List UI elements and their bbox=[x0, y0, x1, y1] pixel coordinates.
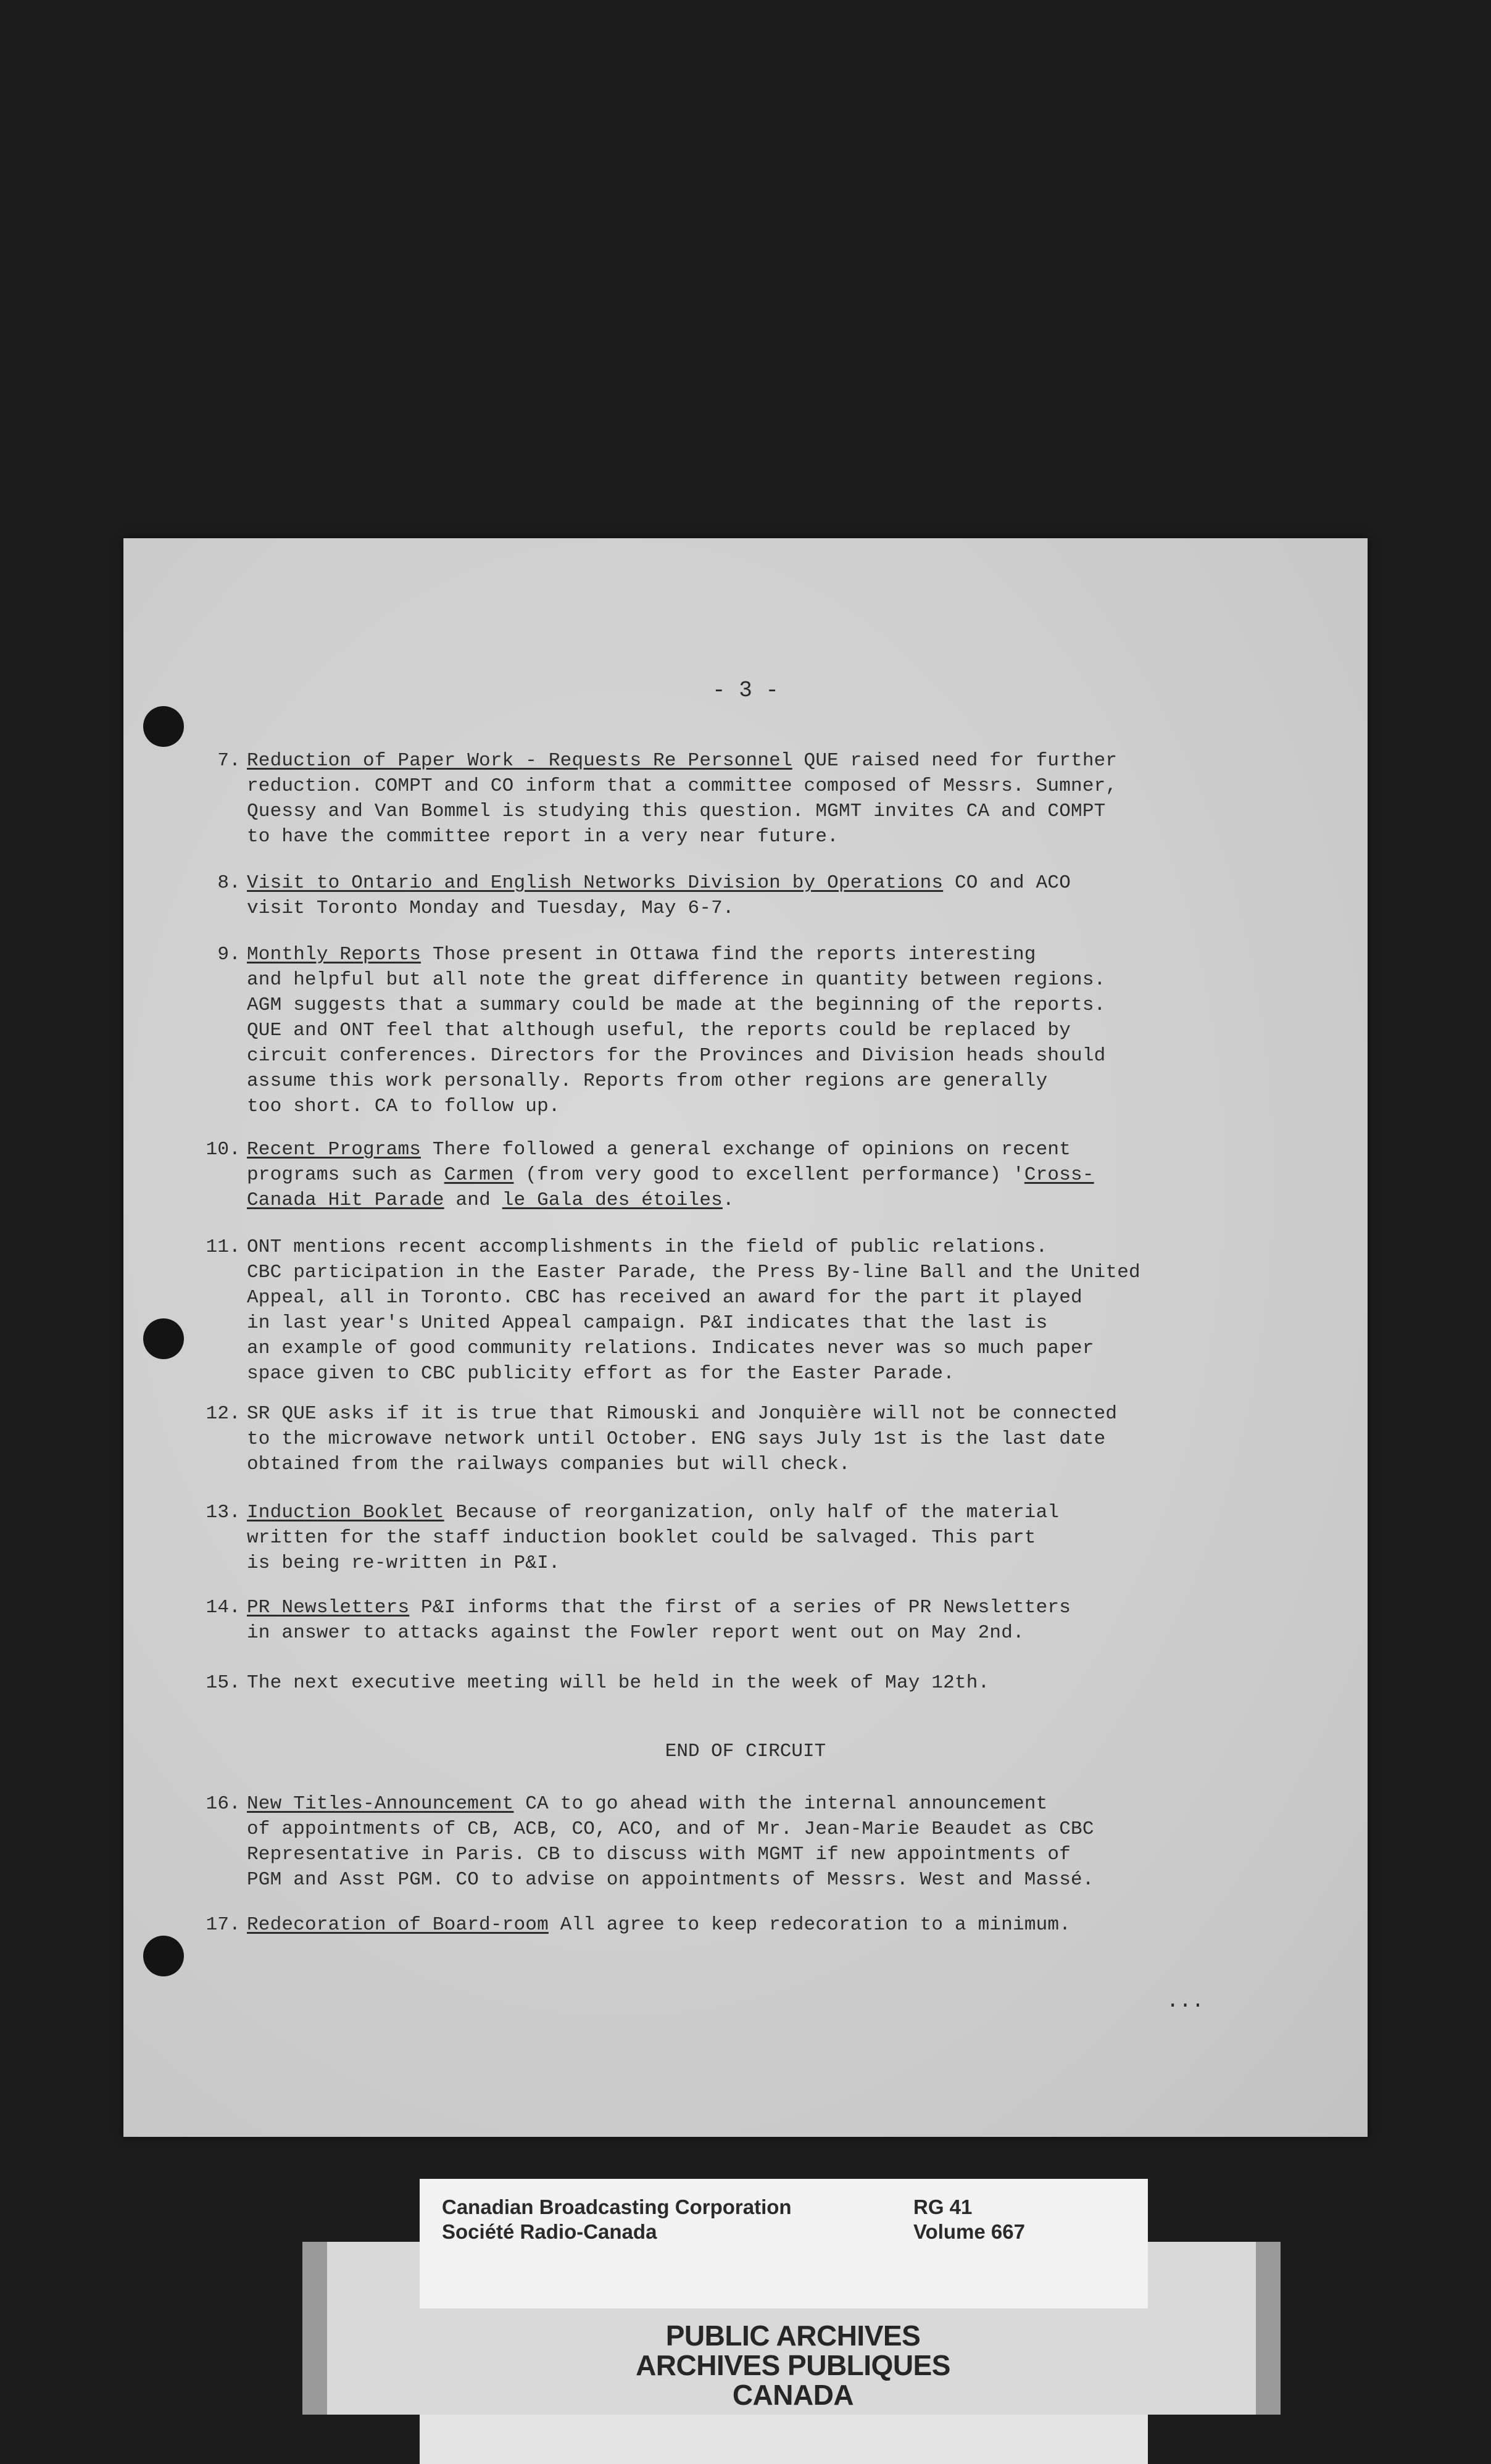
punch-hole bbox=[143, 1936, 184, 1976]
item-number: 11. bbox=[206, 1236, 241, 1258]
program-title: Carmen bbox=[444, 1164, 514, 1186]
item-heading: Visit to Ontario and English Networks Division by Operations bbox=[247, 872, 944, 894]
punch-hole bbox=[143, 706, 184, 747]
item-number: 9. bbox=[217, 944, 241, 965]
item-number: 10. bbox=[206, 1139, 241, 1160]
item-number: 7. bbox=[217, 750, 241, 772]
item-heading: Recent Programs bbox=[247, 1139, 422, 1160]
punch-hole bbox=[143, 1318, 184, 1359]
archive-reference-tag bbox=[420, 2179, 1148, 2308]
minute-item-7: 7. Reduction of Paper Work - Requests Re Personnel QUE raised need for further reduction. COMPT and CO inform that a committee composed of Messrs. Sumner, Quessy and Van Bommel is studying this question. MGMT invites CA and COMPT to have the committee report in a very near future. bbox=[247, 748, 1210, 849]
program-title: Canada Hit Parade bbox=[247, 1189, 444, 1211]
minute-item-15: 15. The next executive meeting will be held in the week of May 12th. bbox=[247, 1670, 1210, 1696]
organization-name-en: Canadian Broadcasting Corporation bbox=[442, 2196, 792, 2218]
item-heading: PR Newsletters bbox=[247, 1597, 410, 1618]
program-title: le Gala des étoiles bbox=[502, 1189, 723, 1211]
program-title: Cross- bbox=[1024, 1164, 1094, 1186]
item-number: 15. bbox=[206, 1672, 241, 1694]
item-number: 12. bbox=[206, 1403, 241, 1425]
continuation-marker: ... bbox=[1166, 1990, 1205, 2013]
minute-item-9: 9. Monthly Reports Those present in Ottawa find the reports interesting and helpful but all note the great difference in quantity between regions. AGM suggests that a summary could be made at the beginning of the reports. QUE and ONT feel that although useful, the reports could be replaced by circuit conferences. Directors for the Provinces and Division heads should assume this work personally. Reports from other regions are generally too short. CA to follow up. bbox=[247, 942, 1210, 1119]
minute-item-17: 17. Redecoration of Board-room All agree to keep redecoration to a minimum. bbox=[247, 1912, 1210, 1937]
item-number: 13. bbox=[206, 1502, 241, 1523]
item-heading: Redecoration of Board-room bbox=[247, 1914, 549, 1936]
item-number: 8. bbox=[217, 872, 241, 894]
minute-item-8: 8. Visit to Ontario and English Networks Division by Operations CO and ACO visit Toronto Monday and Tuesday, May 6-7. bbox=[247, 870, 1210, 921]
minute-item-13: 13. Induction Booklet Because of reorganization, only half of the material written for the staff induction booklet could be salvaged. This part is being re-written in P&I. bbox=[247, 1500, 1210, 1576]
item-heading: Reduction of Paper Work - Requests Re Personnel bbox=[247, 750, 792, 772]
item-heading: Monthly Reports bbox=[247, 944, 422, 965]
organization-name-fr: Société Radio-Canada bbox=[442, 2220, 657, 2243]
minute-item-14: 14. PR Newsletters P&I informs that the first of a series of PR Newsletters in answer to attacks against the Fowler report went out on May 2nd. bbox=[247, 1595, 1210, 1646]
minute-item-16: 16. New Titles-Announcement CA to go ahead with the internal announcement of appointments of CB, ACB, CO, ACO, and of Mr. Jean-Marie Beaudet as CBC Representative in Paris. CB to discuss with MGMT if new appointments of PGM and Asst PGM. CO to advise on appointments of Messrs. West and Massé. bbox=[247, 1791, 1210, 1892]
document-page bbox=[123, 538, 1368, 2137]
item-number: 17. bbox=[206, 1914, 241, 1936]
archives-stamp: PUBLIC ARCHIVES ARCHIVES PUBLIQUES CANADA bbox=[636, 2320, 950, 2411]
item-heading: Induction Booklet bbox=[247, 1502, 444, 1523]
volume-number: Volume 667 bbox=[913, 2220, 1025, 2243]
minute-item-12: 12. SR QUE asks if it is true that Rimouski and Jonquière will not be connected to the microwave network until October. ENG says July 1st is the last date obtained from the railways companies but will check. bbox=[247, 1401, 1210, 1477]
section-heading: END OF CIRCUIT bbox=[665, 1741, 826, 1762]
record-group: RG 41 bbox=[913, 2196, 973, 2218]
label-strip bbox=[420, 2415, 1148, 2464]
minute-item-10: 10. Recent Programs There followed a general exchange of opinions on recent programs such as Carmen (from very good to excellent performance) 'Cross- Canada Hit Parade and le Gala des étoiles. bbox=[247, 1137, 1210, 1213]
page-number: - 3 - bbox=[712, 678, 779, 703]
item-number: 14. bbox=[206, 1597, 241, 1618]
item-heading: New Titles-Announcement bbox=[247, 1793, 514, 1815]
minute-item-11: 11. ONT mentions recent accomplishments in the field of public relations. CBC participation in the Easter Parade, the Press By-line Ball and the United Appeal, all in Toronto. CBC has received an award for the part it played in last year's United Appeal campaign. P&I indicates that the last is an example of good community relations. Indicates never was so much paper space given to CBC publicity effort as for the Easter Parade. bbox=[247, 1234, 1210, 1386]
item-number: 16. bbox=[206, 1793, 241, 1815]
